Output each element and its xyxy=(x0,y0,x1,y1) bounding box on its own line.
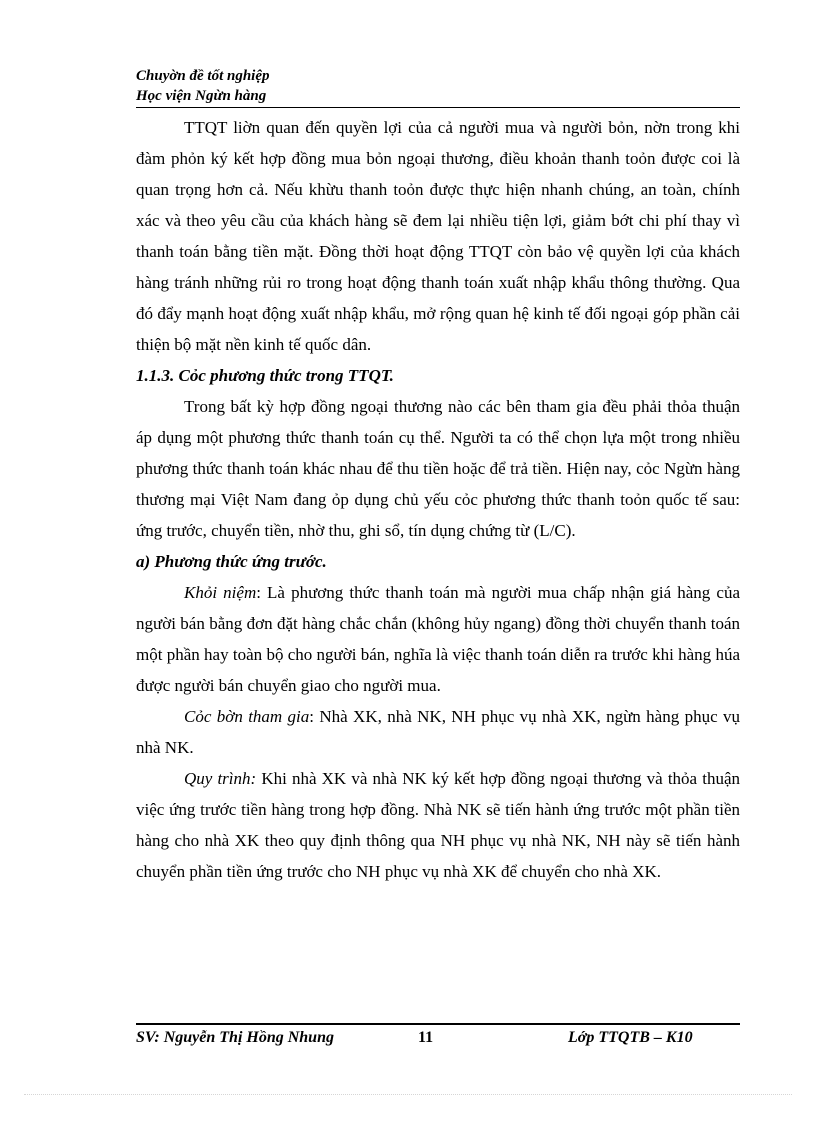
page-footer xyxy=(136,1027,740,1049)
header-institution: Học viện Ngừn hàng xyxy=(136,88,267,104)
parties-label: Cỏc bờn tham gia xyxy=(184,707,310,726)
paragraph-ttqt-importance: TTQT liờn quan đến quyền lợi của cả người mua và người bỏn, nờn trong khi đàm phỏn ký kết hợp đồng mua bỏn ngoại thương, điều khoản thanh toỏn được coi là quan trọng hơn cả. Nếu khừu thanh toỏn được thực hiện nhanh chúng, an toàn, chính xác và theo yêu cầu của khách hàng sẽ đem lại nhiều tiện lợi, giảm bớt chi phí thay vì thanh toán bằng tiền mặt. Đồng thời hoạt động TTQT còn bảo vệ quyền lợi của khách hàng tránh những rủi ro trong hoạt động thanh toán xuất nhập khẩu thông thường. Qua đó đẩy mạnh hoạt động xuất nhập khẩu, mở rộng quan hệ kinh tế đối ngoại góp phần cải thiện bộ mặt nền kinh tế quốc dân. xyxy=(136,118,740,354)
paragraph-procedure xyxy=(136,763,740,887)
page-bottom-border xyxy=(24,1094,792,1095)
footer-class-label: Lớp TTQTB – K10 xyxy=(568,1029,693,1046)
document-body xyxy=(136,112,740,887)
procedure-label: Quy trình: xyxy=(184,769,257,788)
page-header xyxy=(136,66,740,106)
footer-divider xyxy=(136,1023,740,1025)
page-number: 11 xyxy=(418,1029,434,1046)
section-heading-methods: 1.1.3. Cỏc phương thức trong TTQT. xyxy=(136,366,394,385)
procedure-text: Khi nhà XK và nhà NK ký kết hợp đồng ngoại thương và thỏa thuận việc ứng trước tiền hàng trong hợp đồng. Nhà NK sẽ tiến hành ứng trước một phần tiền hàng cho nhà XK theo quy định thông qua NH phục vụ nhà NK, NH này sẽ tiến hành chuyển phần tiền ứng trước cho NH phục vụ nhà XK để chuyển cho nhà XK. xyxy=(136,769,741,881)
footer-student-name: SV: Nguyễn Thị Hồng Nhung xyxy=(136,1029,334,1046)
paragraph-methods-intro: Trong bất kỳ hợp đồng ngoại thương nào các bên tham gia đều phải thỏa thuận áp dụng một phương thức thanh toán cụ thể. Người ta có thể chọn lựa một trong nhiều phương thức thanh toán khác nhau để thu tiền hoặc để trả tiền. Hiện nay, cỏc Ngừn hàng thương mại Việt Nam đang ỏp dụng chủ yếu cỏc phương thức thanh toỏn quốc tế sau: ứng trước, chuyển tiền, nhờ thu, ghi sổ, tín dụng chứng từ (L/C). xyxy=(136,397,740,540)
definition-text: : Là phương thức thanh toán mà người mua chấp nhận giá hàng của người bán bằng đơn đặt hàng chắc chắn (không hủy ngang) đồng thời chuyển thanh toán một phần hay toàn bộ cho người bán, nghĩa là việc thanh toán diễn ra trước khi hàng húa được người bán chuyển giao cho người mua. xyxy=(136,583,740,695)
subsection-heading-advance-payment: a) Phương thức ứng trước. xyxy=(136,552,327,571)
header-divider xyxy=(136,107,740,108)
paragraph-parties xyxy=(136,701,740,763)
parties-text: : Nhà XK, nhà NK, NH phục vụ nhà XK, ngừn hàng phục vụ nhà NK. xyxy=(136,707,740,757)
definition-label: Khỏi niệm xyxy=(184,583,257,602)
paragraph-definition xyxy=(136,577,740,701)
header-thesis-title: Chuyờn đề tốt nghiệp xyxy=(136,68,270,84)
